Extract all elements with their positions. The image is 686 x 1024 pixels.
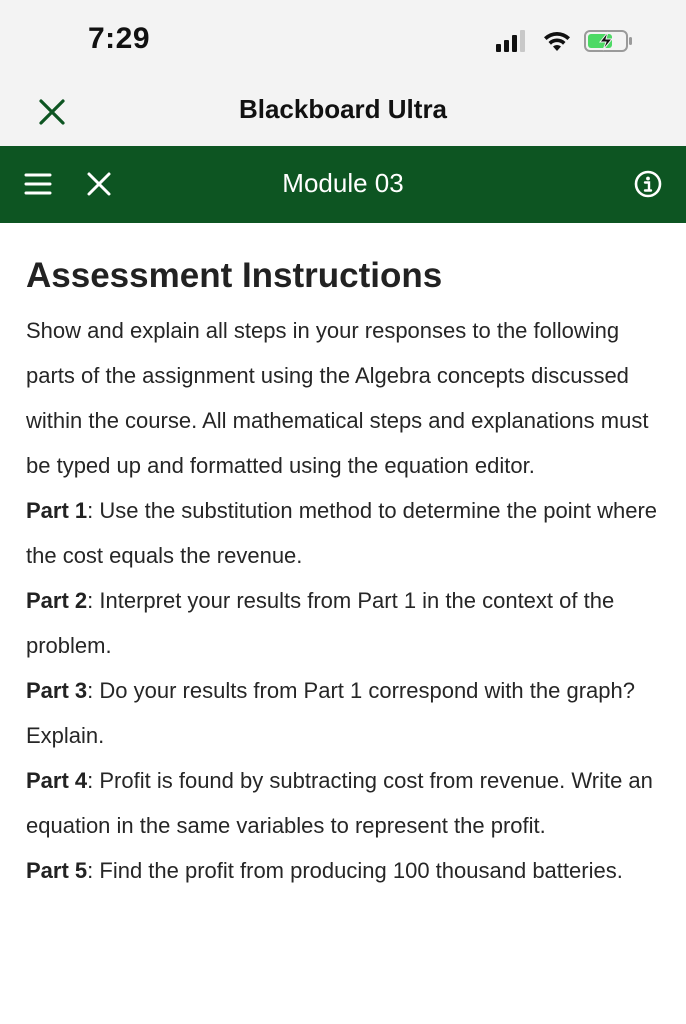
signal-icon xyxy=(496,30,530,52)
part-5-paragraph xyxy=(26,848,666,893)
info-icon[interactable] xyxy=(634,170,662,198)
part-text: : Profit is found by subtracting cost from revenue. Write an equation in the same variables to represent the profit. xyxy=(26,768,653,838)
part-2-paragraph xyxy=(26,578,666,668)
status-icons xyxy=(496,28,634,54)
part-3-paragraph xyxy=(26,668,666,758)
part-label: Part 2 xyxy=(26,588,88,613)
intro-paragraph: Show and explain all steps in your responses to the following parts of the assignment using the Algebra concepts discussed within the course. All mathematical steps and explanations must be typed up and formatted using the equation editor. xyxy=(26,318,649,478)
page-title: Assessment Instructions xyxy=(26,256,443,295)
part-label: Part 4 xyxy=(26,768,88,793)
app-header xyxy=(0,80,686,146)
part-text: : Interpret your results from Part 1 in the context of the problem. xyxy=(26,588,615,658)
status-bar xyxy=(0,0,686,80)
part-1-paragraph xyxy=(26,488,666,578)
part-label: Part 5 xyxy=(26,858,88,883)
module-bar xyxy=(0,146,686,223)
part-label: Part 3 xyxy=(26,678,88,703)
module-title: Module 03 xyxy=(282,168,404,198)
status-time: 7:29 xyxy=(88,22,151,55)
battery-charging-icon xyxy=(584,29,634,53)
part-text: : Do your results from Part 1 correspond with the graph? Explain. xyxy=(26,678,635,748)
part-text: : Use the substitution method to determine the point where the cost equals the revenue. xyxy=(26,498,658,568)
wifi-icon xyxy=(542,30,572,52)
part-text: : Find the profit from producing 100 thousand batteries. xyxy=(87,858,623,883)
part-label: Part 1 xyxy=(26,498,88,523)
app-title: Blackboard Ultra xyxy=(238,94,448,124)
part-4-paragraph xyxy=(26,758,666,848)
assessment-content xyxy=(26,252,666,893)
